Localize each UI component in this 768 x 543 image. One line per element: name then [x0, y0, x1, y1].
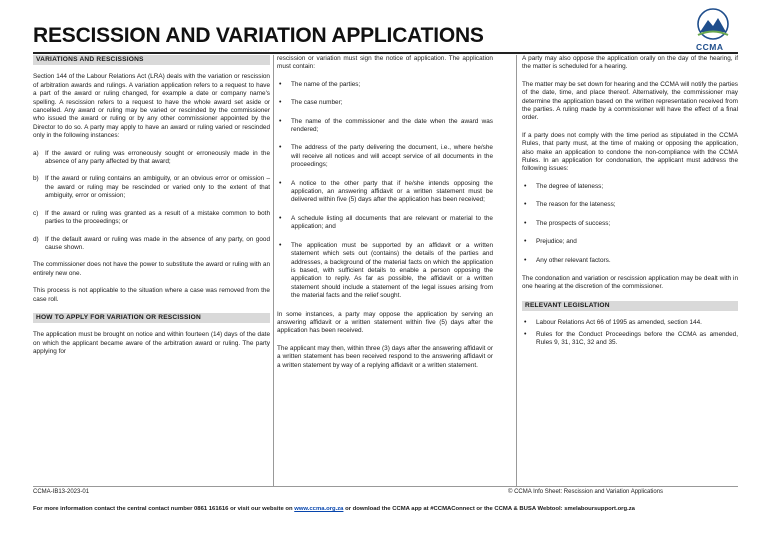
paragraph: rescission or variation must sign the notice of application. The application must contain: [277, 55, 493, 71]
requirements-list [277, 81, 493, 301]
section-heading: VARIATIONS AND RESCISSIONS [33, 55, 270, 65]
list-item: • The case number; [279, 99, 343, 107]
list-item: c) If the award or ruling was granted as a result of a mistake common to both parties to the proceedings; or [33, 209, 270, 226]
bullet-icon: • [524, 219, 527, 227]
paragraph: The condonation and variation or rescission application may be dealt with in one hearing at the discretion of the commissioner. [522, 274, 738, 291]
bullet-icon: • [524, 256, 527, 264]
bullet-icon: • [524, 319, 527, 327]
list-item: • A schedule listing all documents that are relevant or material to the application; and [279, 214, 493, 231]
list-item: • The address of the party delivering the document, i.e., where he/she will receive all notices and will accept service of all documents in the proceedings; [279, 144, 493, 169]
paragraph: A party may also oppose the application orally on the day of the hearing, if the matter is scheduled for a hearing. [522, 55, 738, 71]
column-3 [522, 55, 738, 356]
paragraph: If a party does not comply with the time period as stipulated in the CCMA Rules, that party must, at the time of making or opposing the application, also make an application to condone the non-compliance with the CCMA Rules. In an application for condonation, the applicant must address the following issues: [522, 131, 738, 173]
list-item: • Any other relevant factors. [524, 256, 611, 264]
bullet-icon: • [524, 238, 527, 246]
bullet-icon: • [279, 179, 282, 187]
contact-line: For more information contact the central contact number 0861 161616 or visit our website on www.ccma.org.za or download the CCMA app at #CCMAConnect or the CCMA & BUSA Webtool: smelaboursupport.org.za [33, 506, 635, 512]
section-heading: HOW TO APPLY FOR VARIATION OR RESCISSION [33, 313, 270, 323]
list-item: • The name of the commissioner and the date when the award was rendered; [279, 117, 493, 134]
bullet-icon: • [279, 99, 282, 107]
page-title: RESCISSION AND VARIATION APPLICATIONS [33, 24, 484, 47]
bullet-icon: • [279, 117, 282, 125]
section-heading: RELEVANT LEGISLATION [522, 301, 738, 311]
condonation-list [522, 183, 738, 265]
paragraph: In some instances, a party may oppose the application by serving an answering affidavit or a written statement within five (5) days after the application has been received. [277, 310, 493, 335]
column-2 [277, 55, 493, 379]
column-1 [33, 55, 270, 366]
paragraph: The applicant may then, within three (3) days after the answering affidavit or a written statement has been received respond to the answering affidavit or a written statement by way of a replying affidavit or a written statement. [277, 344, 493, 369]
list-item: d) If the default award or ruling was made in the absence of any party, on good cause shown. [33, 235, 270, 251]
paragraph: The matter may be set down for hearing and the CCMA will notify the parties of the date, time, and place thereof. Alternatively, the commissioner may determine the application based on the written representation received from the parties. A ruling made by a commissioner will have the effect of a final order. [522, 80, 738, 122]
bullet-icon: • [524, 201, 527, 209]
footer-rule [33, 486, 738, 487]
paragraph: The commissioner does not have the power to substitute the award or ruling with an entirely new one. [33, 261, 270, 277]
list-item: b) If the award or ruling contains an ambiguity, or an obvious error or omission – the award or ruling may be rescinded or varied only to the extent of that ambiguity, error or omission; [33, 175, 270, 200]
list-item: • Rules for the Conduct Proceedings before the CCMA as amended, Rules 9, 31, 31C, 32 and 35. [524, 330, 738, 346]
column-divider [516, 55, 517, 486]
list-item: • The degree of lateness; [524, 182, 604, 190]
info-sheet-label: © CCMA Info Sheet: Rescission and Variation Applications [508, 489, 664, 495]
legislation-list [522, 319, 738, 347]
bullet-icon: • [279, 80, 282, 88]
paragraph: Section 144 of the Labour Relations Act (LRA) deals with the variation or rescission of arbitration awards and rulings. A variation application refers to a request to have a part of the award or ruling changed, for example a date or company name's spelling. A rescission refers to a request to have the whole award set aside or cancelled. Any award or ruling may be varied or rescinded by the commissioner who issued the award or ruling or by any other commissioner appointed by the Director to do so. A party may apply to have an award or ruling varied or rescinded only in the following instances: [33, 73, 270, 140]
instances-list [33, 150, 270, 253]
document-code: CCMA-IB13-2023-01 [33, 489, 90, 495]
paragraph: This process is not applicable to the situation where a case was removed from the case roll. [33, 287, 270, 303]
list-item: • The reason for the lateness; [524, 201, 616, 209]
list-item: a) If the award or ruling was erroneously sought or erroneously made in the absence of any party affected by that award; [33, 149, 270, 166]
bullet-icon: • [524, 330, 527, 338]
website-link[interactable]: www.ccma.org.za [294, 506, 344, 512]
list-item: • The prospects of success; [524, 219, 611, 227]
logo-text: CCMA [696, 42, 724, 52]
list-item: • The application must be supported by an affidavit or a written statement which sets out (contains) the details of the parties and addresses, a background of the material facts on which the application is based, with sufficient details to enable a person opposing the application to reply. As far as possible, the affidavit or a written statement should include a statement of the legal issues arising from the material facts and the relief sought. [279, 241, 493, 300]
list-item: • A notice to the other party that if he/she intends opposing the application, an answering affidavit or a written statement must be delivered within five (5) days after the application has been received; [279, 179, 493, 204]
bullet-icon: • [279, 241, 282, 249]
bullet-icon: • [524, 182, 527, 190]
title-rule [33, 52, 738, 54]
column-divider [273, 55, 274, 486]
list-item: • The name of the parties; [279, 80, 361, 88]
list-item: • Prejudice; and [524, 238, 577, 246]
list-item: • Labour Relations Act 66 of 1995 as amended, section 144. [524, 319, 702, 327]
bullet-icon: • [279, 214, 282, 222]
bullet-icon: • [279, 144, 282, 152]
paragraph: The application must be brought on notice and within fourteen (14) days of the date on which the applicant became aware of the arbitration award or ruling. The party applying for [33, 331, 270, 356]
